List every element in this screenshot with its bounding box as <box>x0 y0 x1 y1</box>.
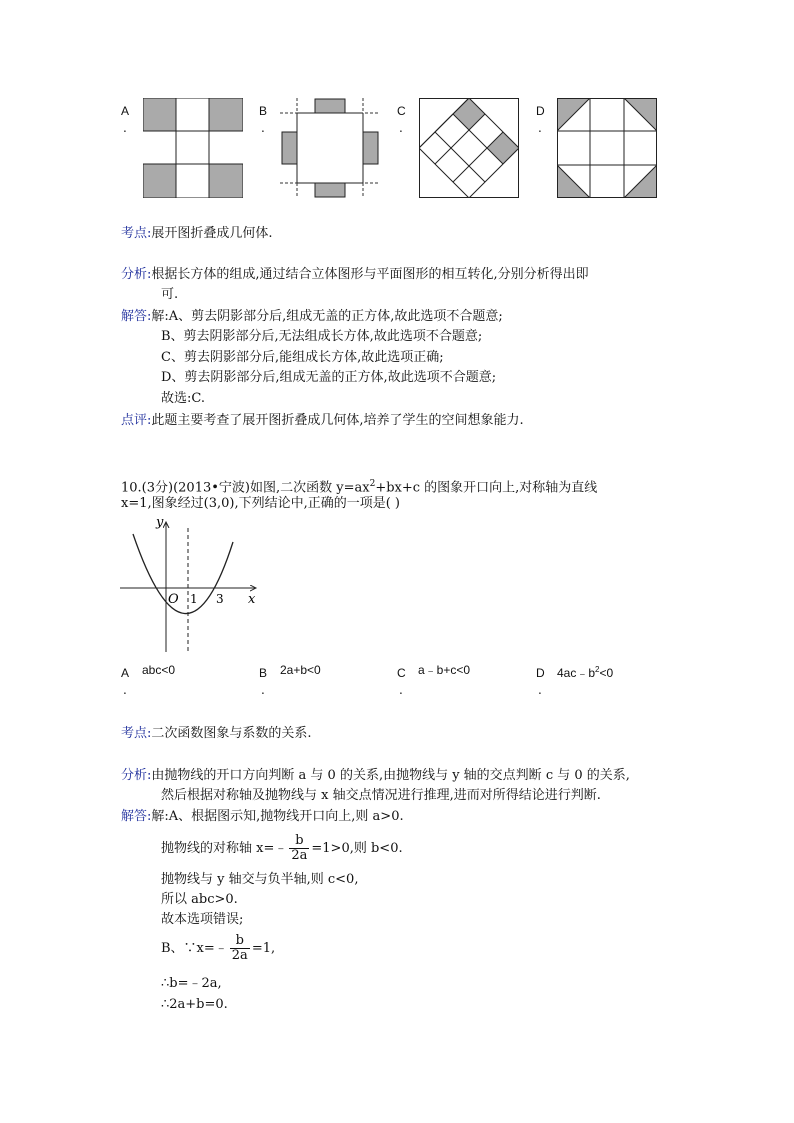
q9-jieda-answer: 故选:C. <box>161 391 205 406</box>
q9-kaodian-text: 展开图折叠成几何体. <box>151 226 273 241</box>
q10-kaodian-text: 二次函数图象与系数的关系. <box>151 726 312 741</box>
q10-jieda <box>121 807 404 827</box>
q10-axis-post: =1>0,则 b<0. <box>311 841 403 856</box>
q10-line-wrong: 故本选项错误; <box>161 912 244 927</box>
q9-option-b-dot: . <box>261 121 265 135</box>
q9-fenxi-line2: 可. <box>161 287 179 302</box>
q10-option-d-text-a: 4ac﹣b <box>557 666 596 680</box>
q10-kaodian <box>121 724 312 744</box>
q10-axis-frac-num: b <box>295 833 304 848</box>
q9-jieda-line-d: D、剪去阴影部分后,组成无盖的正方体,故此选项不合题意; <box>161 370 497 385</box>
q10-line-b2: ∴2a+b=0. <box>161 997 228 1012</box>
q10-stem-sup: 2 <box>369 479 376 489</box>
q10-kaodian-label: 考点: <box>121 726 152 741</box>
q9-dianping-text: 此题主要考查了展开图折叠成几何体,培养了学生的空间想象能力. <box>151 413 524 428</box>
q10-option-d-dot: . <box>538 683 542 697</box>
q10-fenxi-label: 分析: <box>121 768 152 783</box>
q10-axis-frac-den: 2a <box>291 848 308 863</box>
q10-option-d-sup: 2 <box>595 665 600 674</box>
q10-option-a-letter: A <box>121 666 130 680</box>
q10-stem-part-b: +bx+c 的图象开口向上,对称轴为直线 <box>375 480 598 496</box>
q10-line-c: 抛物线与 y 轴交与负半轴,则 c<0, <box>161 872 359 887</box>
q10-b-pre: B、∵x=﹣ <box>161 941 228 956</box>
x-axis-label: x <box>248 592 256 607</box>
q10-stem-part-a: 10.(3分)(2013•宁波)如图,二次函数 y=ax <box>121 480 370 496</box>
q9-dianping-label: 点评: <box>121 413 152 428</box>
q10-b-fraction <box>230 934 250 963</box>
q9-jieda-line-b: B、剪去阴影部分后,无法组成长方体,故此选项不合题意; <box>161 329 483 344</box>
q10-option-b-text: 2a+b<0 <box>280 663 321 677</box>
q9-option-b-letter: B <box>259 104 268 118</box>
tick-label-3: 3 <box>216 592 224 606</box>
q9-jieda-label: 解答: <box>121 309 152 324</box>
q10-option-a-dot: . <box>123 683 127 697</box>
q10-line-so: 所以 abc>0. <box>161 892 238 907</box>
q10-option-d-text <box>557 663 613 680</box>
q9-jieda <box>121 307 503 327</box>
q10-axis-line <box>161 832 403 866</box>
q10-fenxi-line2: 然后根据对称轴及抛物线与 x 轴交点情况进行推理,进而对所得结论进行判断. <box>161 788 601 803</box>
q9-option-a-dot: . <box>123 121 127 135</box>
q9-figure-d <box>557 98 657 198</box>
q10-option-d-letter: D <box>536 666 545 680</box>
q9-option-a-letter: A <box>121 104 130 118</box>
q10-jieda-label: 解答: <box>121 809 152 824</box>
q9-fenxi <box>121 265 589 285</box>
q9-jieda-line-c: C、剪去阴影部分后,能组成长方体,故此选项正确; <box>161 350 444 365</box>
q10-jieda-line1: 解:A、根据图示知,抛物线开口向上,则 a>0. <box>151 809 404 824</box>
q9-option-c-dot: . <box>399 121 403 135</box>
q9-figure-a <box>143 98 243 198</box>
q10-option-a-text: abc<0 <box>142 663 176 677</box>
q9-kaodian-label: 考点: <box>121 226 152 241</box>
q10-option-c-letter: C <box>397 666 406 680</box>
q9-figure-b <box>280 98 380 198</box>
q10-parabola-graph <box>118 514 268 658</box>
q10-b-frac-den: 2a <box>231 948 248 963</box>
q9-fenxi-line1: 根据长方体的组成,通过结合立体图形与平面图形的相互转化,分别分析得出即 <box>151 267 589 282</box>
origin-label: O <box>168 592 179 607</box>
q9-option-c-letter: C <box>397 104 406 118</box>
q10-option-b-letter: B <box>259 666 268 680</box>
q10-option-c-dot: . <box>399 683 403 697</box>
q10-fenxi <box>121 766 630 786</box>
q10-axis-pre: 抛物线的对称轴 x=﹣ <box>161 841 288 856</box>
q9-figure-c <box>419 98 519 198</box>
q10-fenxi-line1: 由抛物线的开口方向判断 a 与 0 的关系,由抛物线与 y 轴的交点判断 c 与 0 的关系, <box>151 768 630 783</box>
q10-option-b-dot: . <box>261 683 265 697</box>
q9-option-d-letter: D <box>536 104 545 118</box>
y-axis-label: y <box>156 515 164 530</box>
q10-line-b1: ∴b=﹣2a, <box>161 976 222 991</box>
q9-jieda-line-a: 解:A、剪去阴影部分后,组成无盖的正方体,故此选项不合题意; <box>151 309 503 324</box>
q9-kaodian <box>121 224 273 244</box>
q10-b-frac-num: b <box>235 933 244 948</box>
q10-b-line <box>161 932 275 966</box>
q10-option-c-text: a﹣b+c<0 <box>418 663 471 677</box>
q10-stem-line2: x=1,图象经过(3,0),下列结论中,正确的一项是( ) <box>121 496 400 511</box>
q9-fenxi-label: 分析: <box>121 267 152 282</box>
q10-b-post: =1, <box>251 941 276 956</box>
q10-option-d-text-b: <0 <box>599 666 614 680</box>
q9-dianping <box>121 411 524 431</box>
tick-label-1: 1 <box>190 592 198 606</box>
q9-option-d-dot: . <box>538 121 542 135</box>
q10-axis-fraction <box>289 834 309 863</box>
